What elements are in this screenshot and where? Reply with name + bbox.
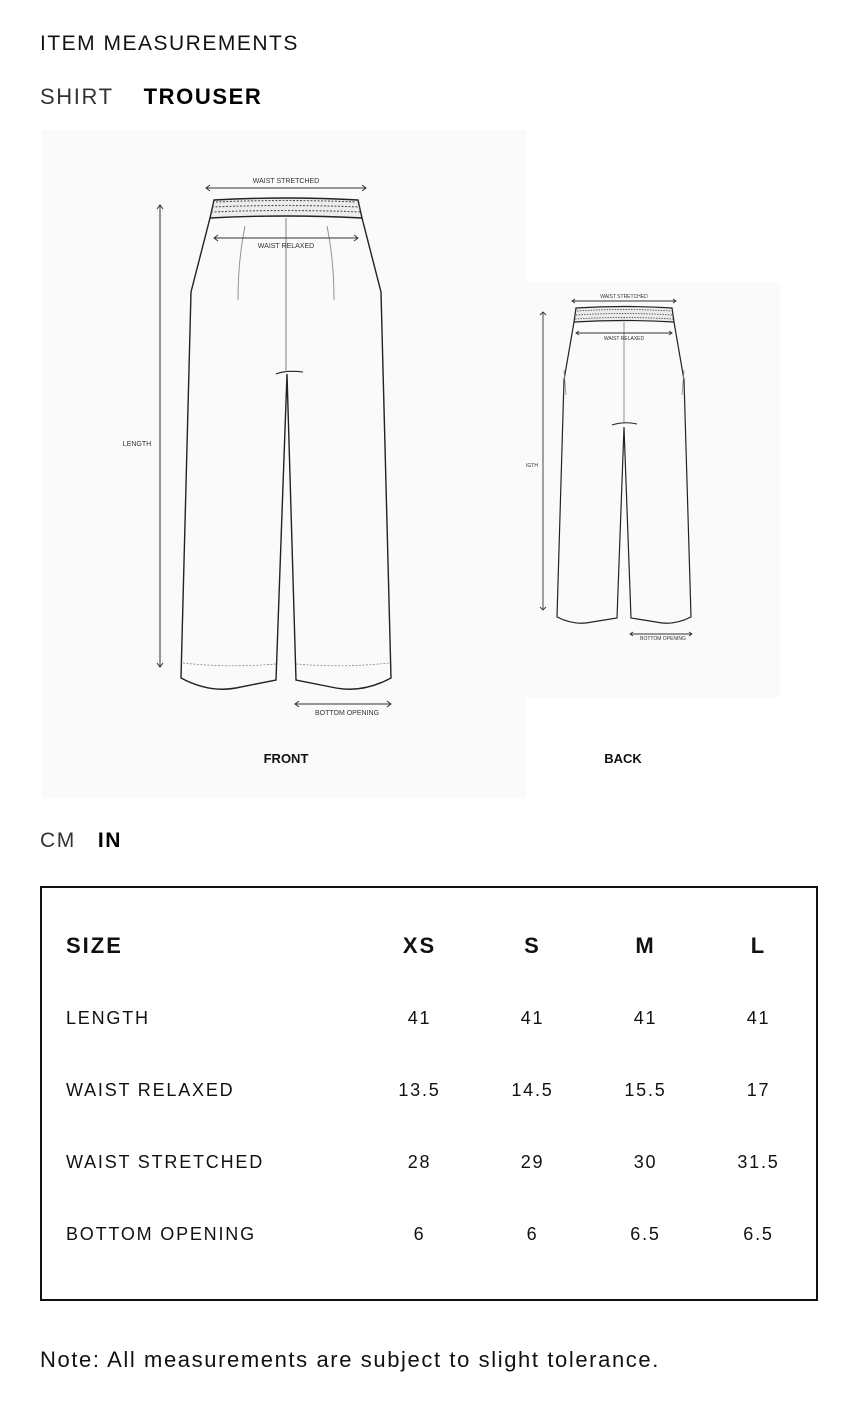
size-chart [40,886,818,1301]
close-button[interactable] [796,0,830,16]
front-waist-stretched-label: WAIST STRETCHED [252,178,320,185]
unit-in[interactable]: IN [97,829,123,852]
table-cell: 6 [413,1223,426,1244]
front-bottom-opening-label: BOTTOM OPENING [314,710,380,717]
table-row [66,982,815,1054]
row-label: BOTTOM OPENING [66,1223,256,1244]
close-icon [796,0,830,16]
front-waist-relaxed-label: WAIST RELAXED [257,243,315,250]
column-header-l: L [750,933,767,958]
garment-tabs [40,84,262,110]
front-view-label: FRONT [263,751,309,766]
front-length-label: LENGTH [122,441,152,448]
table-cell: 14.5 [511,1079,554,1100]
column-header-size: SIZE [66,933,123,958]
table-cell: 6 [526,1223,539,1244]
size-table [66,910,815,1270]
table-cell: 41 [633,1007,658,1028]
row-label: WAIST RELAXED [66,1079,235,1100]
table-cell: 6.5 [630,1223,661,1244]
table-cell: 41 [746,1007,771,1028]
table-cell: 15.5 [624,1079,667,1100]
table-header-row [66,910,815,982]
column-header-xs: XS [402,933,437,958]
tab-shirt[interactable]: SHIRT [40,84,114,109]
back-view-label: BACK [604,751,642,766]
table-row [66,1198,815,1270]
table-row [66,1054,815,1126]
trouser-measurement-diagram [0,120,858,810]
column-header-s: S [524,933,541,958]
unit-cm[interactable]: CM [40,829,76,852]
page-title: ITEM MEASUREMENTS [40,32,299,55]
table-cell: 13.5 [398,1079,441,1100]
row-label: WAIST STRETCHED [66,1151,265,1172]
table-cell: 29 [520,1151,545,1172]
back-panel [526,282,780,697]
back-waist-relaxed-label: WAIST RELAXED [603,336,645,342]
table-cell: 31.5 [737,1151,780,1172]
tab-trouser[interactable]: TROUSER [143,84,263,109]
table-cell: 28 [407,1151,432,1172]
table-cell: 41 [407,1007,432,1028]
table-cell: 30 [633,1151,658,1172]
back-bottom-opening-label: BOTTOM OPENING [640,636,686,642]
table-cell: 6.5 [743,1223,774,1244]
back-waist-stretched-label: WAIST STRETCHED [600,294,648,300]
row-label: LENGTH [66,1007,150,1028]
table-cell: 41 [520,1007,545,1028]
column-header-m: M [635,933,656,958]
table-cell: 17 [746,1079,771,1100]
tolerance-note: Note: All measurements are subject to slight tolerance. [40,1347,660,1372]
unit-toggle [40,829,122,853]
back-length-label: IGTH [526,463,538,469]
table-row [66,1126,815,1198]
